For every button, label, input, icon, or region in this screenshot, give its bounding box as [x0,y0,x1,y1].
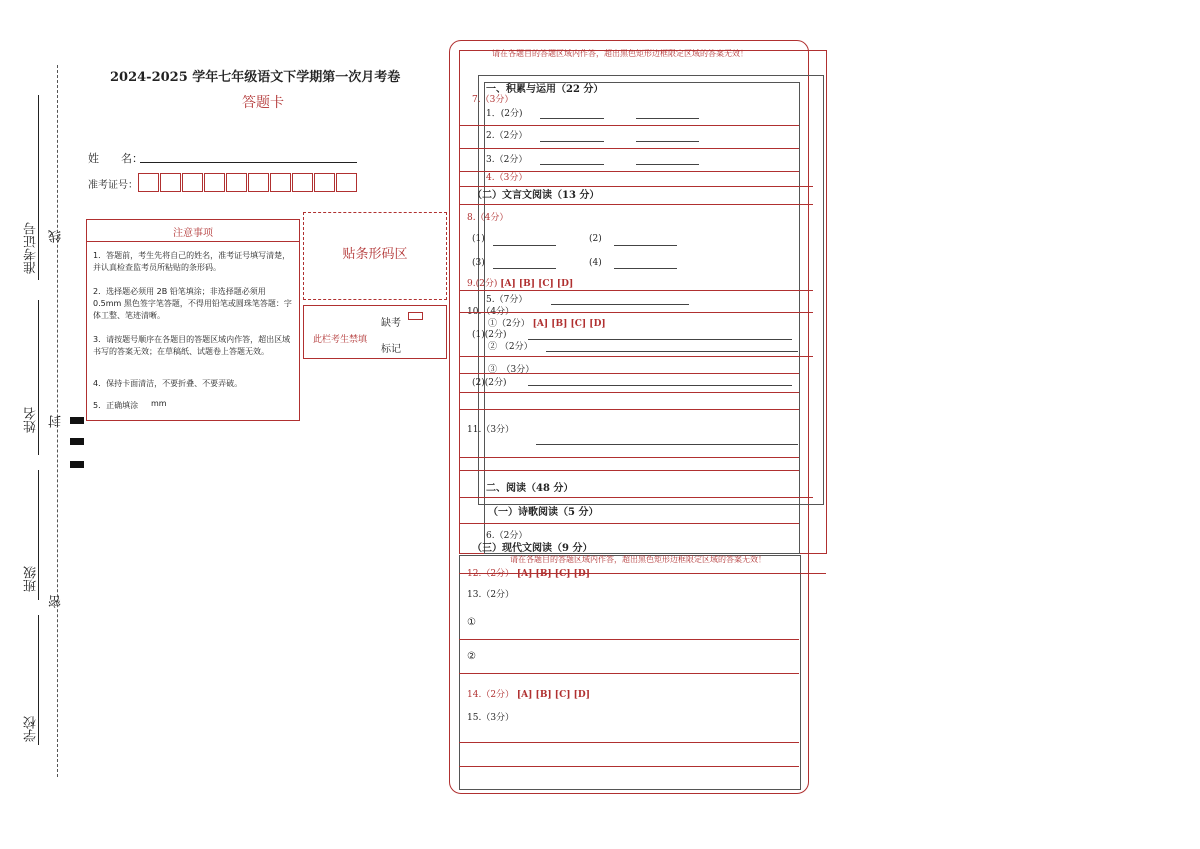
id-digit-box[interactable] [314,173,335,192]
absent-mark-area [303,305,447,359]
margin-school-label: 学校 [24,716,39,742]
page-subtitle: 答题卡 [242,95,284,111]
absent-checkbox[interactable] [408,312,423,320]
option-group[interactable]: [A] [B] [C] [D] [516,690,590,700]
notice-title: 注意事项 [173,228,213,239]
question-label: 5.（7分） [486,295,528,305]
question-label: (2) [589,234,602,244]
name-field[interactable] [140,162,357,163]
notice-mm: mm [151,399,167,408]
answer-blank[interactable] [540,164,604,165]
question-label: (1)(2分) [472,330,507,340]
id-label: 准考证号： [88,180,138,191]
answer-blank[interactable] [546,351,798,352]
margin-class-label: 班级 [24,566,39,592]
question-label: 11.（3分） [467,425,515,435]
margin-name-line [38,300,39,455]
id-digit-box[interactable] [292,173,313,192]
id-digit-box[interactable] [226,173,247,192]
question-label: 1．(2分) [486,109,523,119]
answer-blank[interactable] [528,339,792,340]
row-divider [459,470,799,471]
row-divider [459,356,813,357]
margin-school-line [38,615,39,745]
section-heading: （二）文言文阅读（13 分） [472,190,600,201]
row-divider [459,742,799,743]
answer-blank[interactable] [636,118,699,119]
option-group[interactable]: [A] [B] [C] [D] [532,319,606,329]
answer-blank[interactable] [493,245,556,246]
question-label: 9.(2分) [467,279,498,289]
barcode-area [303,212,447,300]
answer-blank[interactable] [536,444,798,445]
row-divider [459,125,799,126]
row-divider [459,766,799,767]
notice-box [86,219,300,421]
notice-item: 5．正确填涂 [93,401,139,410]
seal-line-char: 线 [49,230,64,243]
question-label: 12.（2分） [467,569,515,579]
answer-blank[interactable] [614,245,677,246]
option-group[interactable]: [A] [B] [C] [D] [500,279,574,289]
id-digit-box[interactable] [248,173,269,192]
answer-blank[interactable] [614,268,677,269]
margin-id-label: 准考证号 [24,222,39,274]
section-heading: （三）现代文阅读（9 分） [472,543,593,554]
answer-blank[interactable] [528,385,792,386]
alignment-mark [70,438,84,445]
margin-id-line [38,95,39,280]
section-heading: 二、阅读（48 分） [486,483,574,494]
question-label: ① [467,617,476,628]
row-divider [459,148,799,149]
row-divider [459,392,799,393]
question-label: (3) [472,258,485,268]
id-digit-box[interactable] [204,173,225,192]
margin-class-line [38,470,39,600]
answer-blank[interactable] [540,118,604,119]
section-heading: 一、积累与运用（22 分） [486,84,604,95]
question-label: ② [467,651,476,662]
alignment-mark [70,461,84,468]
question-label: 6.（2分） [486,531,528,541]
row-divider [459,457,799,458]
barcode-label: 贴条形码区 [342,247,408,262]
seal-feng-char: 封 [49,415,64,428]
question-label: 3.（2分） [486,155,528,165]
page-title: 2024-2025 学年七年级语文下学期第一次月考卷 [110,70,401,85]
answer-blank[interactable] [493,268,556,269]
id-digit-box[interactable] [160,173,181,192]
answer-blank[interactable] [551,304,689,305]
row-divider [459,497,813,498]
id-digit-box[interactable] [336,173,357,192]
answer-blank[interactable] [636,164,699,165]
answer-warning: 请在各题目的答题区域内作答，超出黑色矩形边框限定区域的答案无效！ [492,49,748,58]
id-digit-box[interactable] [270,173,291,192]
mark-label: 标记 [381,344,401,355]
id-digit-box[interactable] [138,173,159,192]
notice-item: 3．请按题号顺序在各题目的答题区域内作答，超出区域书写的答案无效；在草稿纸、试题卷上答题无效。 [93,335,291,356]
section-heading: （一）诗歌阅读（5 分） [488,507,599,518]
row-divider [459,409,799,410]
question-label: 4.（3分） [486,173,528,183]
question-label: 14.（2分） [467,690,515,700]
question-label: ③ （3分） [488,365,535,375]
row-divider [459,523,799,524]
notice-item: 1．答题前，考生先将自己的姓名，准考证号填写清楚，并认真检查监考员所粘贴的条形码。 [93,251,291,272]
row-divider [459,373,799,374]
absent-notice: 此栏考生禁填 [313,335,368,345]
row-divider [459,290,813,291]
notice-item: 4．保持卡面清洁，不要折叠、不要弄破。 [93,379,243,388]
question-label: 8.（4分） [467,213,509,223]
row-divider [459,204,813,205]
id-digit-box[interactable] [182,173,203,192]
question-label: (4) [589,258,602,268]
question-label: 7.（3分） [472,95,514,105]
row-divider [459,312,813,313]
seal-mi-char: 密 [49,595,64,608]
question-label: 2.（2分） [486,131,528,141]
name-label: 姓 名： [88,152,143,165]
question-label: 15.（3分） [467,713,515,723]
notice-divider [87,241,299,242]
question-label: (2)(2分) [472,378,507,388]
answer-warning: 请在各题目的答题区域内作答，超出黑色矩形边框限定区域的答案无效！ [510,555,766,564]
absent-label: 缺考 [381,318,401,329]
row-divider [459,639,799,640]
margin-name-label: 姓名 [24,407,39,433]
answer-blank[interactable] [636,141,699,142]
question-label: ② （2分） [488,342,533,352]
question-label: 13.（2分） [467,590,515,600]
alignment-mark [70,417,84,424]
notice-item: 2．选择题必须用 2B 铅笔填涂；非选择题必须用0.5mm 黑色签字笔答题，不得用铅笔或圆珠笔答题：字体工整、笔迹清晰。 [93,287,292,320]
question-label: (1) [472,234,485,244]
option-group[interactable]: [A] [B] [C] [D] [516,569,590,579]
row-divider [459,673,799,674]
answer-blank[interactable] [540,141,604,142]
question-label: 10.（4分） [467,307,515,317]
question-label: ①（2分） [488,319,530,329]
